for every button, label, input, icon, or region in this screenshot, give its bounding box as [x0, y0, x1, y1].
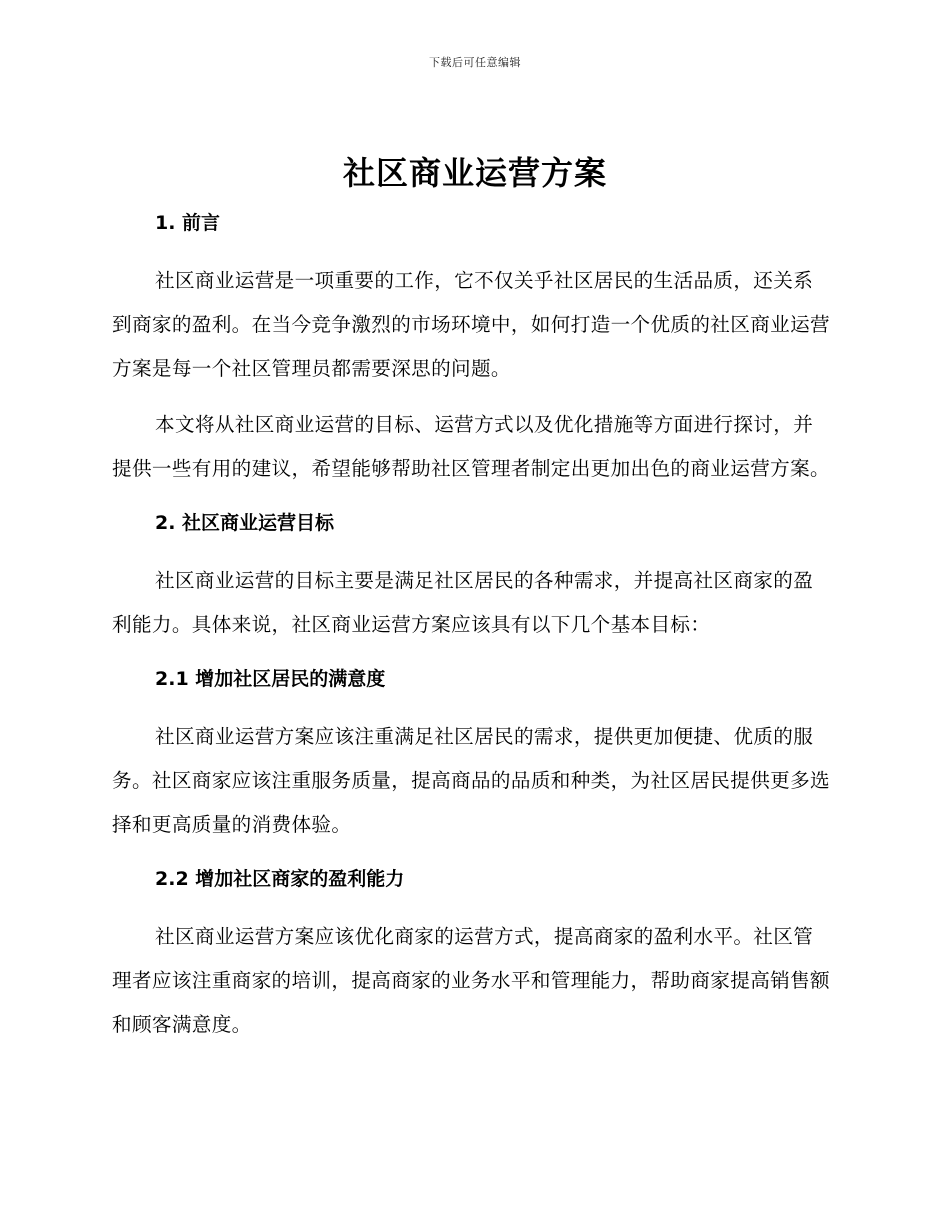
subsection-heading-resident-satisfaction: 2.1 增加社区居民的满意度	[155, 668, 386, 690]
header-note: 下载后可任意编辑	[429, 56, 521, 69]
document-title: 社区商业运营方案	[342, 154, 607, 192]
paragraph: 社区商业运营的目标主要是满足社区居民的各种需求，并提高社区商家的盈利能力。具体来说，社区商业运营方案应该具有以下几个基本目标：	[112, 569, 814, 636]
section-heading-goals: 2. 社区商业运营目标	[155, 512, 335, 534]
subsection-heading-merchant-profit: 2.2 增加社区商家的盈利能力	[155, 868, 405, 890]
paragraph: 社区商业运营方案应该优化商家的运营方式，提高商家的盈利水平。社区管理者应该注重商家的培训，提高商家的业务水平和管理能力，帮助商家提高销售额和顾客满意度。	[112, 925, 830, 1036]
paragraph: 本文将从社区商业运营的目标、运营方式以及优化措施等方面进行探讨，并提供一些有用的建议，希望能够帮助社区管理者制定出更加出色的商业运营方案。	[112, 413, 830, 480]
paragraph: 社区商业运营方案应该注重满足社区居民的需求，提供更加便捷、优质的服务。社区商家应该注重服务质量，提高商品的品质和种类，为社区居民提供更多选择和更高质量的消费体验。	[112, 725, 830, 836]
document-body	[112, 205, 830, 1047]
section-heading-preface: 1. 前言	[155, 212, 221, 234]
paragraph: 社区商业运营是一项重要的工作，它不仅关乎社区居民的生活品质，还关系到商家的盈利。在当今竞争激烈的市场环境中，如何打造一个优质的社区商业运营方案是每一个社区管理员都需要深思的问题。	[112, 269, 830, 380]
